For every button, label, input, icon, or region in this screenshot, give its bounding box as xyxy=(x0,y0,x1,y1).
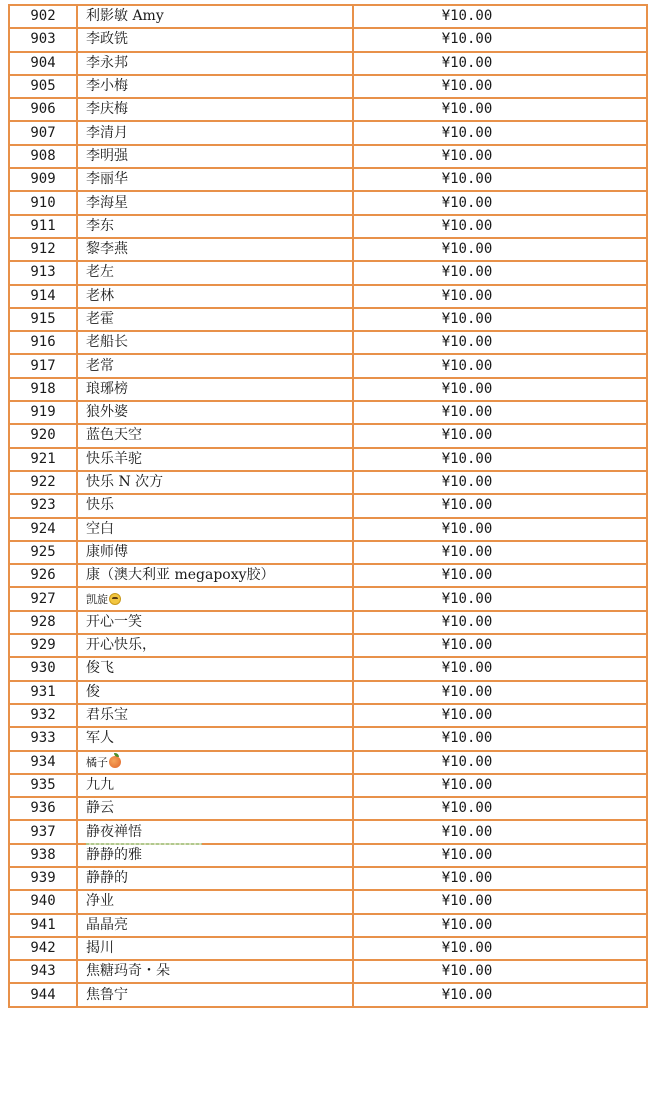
table-row xyxy=(9,261,647,284)
donation-amount: ¥10.00 xyxy=(353,657,647,680)
table-row xyxy=(9,797,647,820)
green-underline-mark xyxy=(86,843,202,845)
table-row xyxy=(9,541,647,564)
donor-name: 揭川 xyxy=(77,937,353,960)
table-row xyxy=(9,28,647,51)
donor-name: 静静的 xyxy=(77,867,353,890)
row-number: 918 xyxy=(9,378,77,401)
smiling-face-icon xyxy=(109,593,121,605)
donation-amount: ¥10.00 xyxy=(353,704,647,727)
row-number: 916 xyxy=(9,331,77,354)
donor-name: 静夜禅悟 xyxy=(77,820,353,843)
donation-amount: ¥10.00 xyxy=(353,518,647,541)
row-number: 939 xyxy=(9,867,77,890)
donor-name: 俊飞 xyxy=(77,657,353,680)
donation-amount: ¥10.00 xyxy=(353,424,647,447)
table-row xyxy=(9,98,647,121)
donor-name: 空白 xyxy=(77,518,353,541)
donation-amount: ¥10.00 xyxy=(353,308,647,331)
table-row xyxy=(9,215,647,238)
donor-name: 九九 xyxy=(77,774,353,797)
row-number: 904 xyxy=(9,52,77,75)
donation-amount: ¥10.00 xyxy=(353,867,647,890)
table-row xyxy=(9,191,647,214)
donor-name: 康（澳大利亚 megapoxy胶） xyxy=(77,564,353,587)
row-number: 922 xyxy=(9,471,77,494)
table-row xyxy=(9,424,647,447)
table-row xyxy=(9,285,647,308)
table-row xyxy=(9,448,647,471)
donor-name: 俊 xyxy=(77,681,353,704)
table-row xyxy=(9,657,647,680)
donor-name: 净业 xyxy=(77,890,353,913)
table-row xyxy=(9,890,647,913)
table-row xyxy=(9,308,647,331)
table-row xyxy=(9,518,647,541)
donor-name: 快乐 N 次方 xyxy=(77,471,353,494)
donor-name: 老林 xyxy=(77,285,353,308)
donation-amount: ¥10.00 xyxy=(353,285,647,308)
row-number: 907 xyxy=(9,121,77,144)
donor-name: 利影敏 Amy xyxy=(77,5,353,28)
row-number: 912 xyxy=(9,238,77,261)
donor-name: 君乐宝 xyxy=(77,704,353,727)
donor-name: 李永邦 xyxy=(77,52,353,75)
row-number: 919 xyxy=(9,401,77,424)
donation-amount: ¥10.00 xyxy=(353,168,647,191)
row-number: 936 xyxy=(9,797,77,820)
row-number: 903 xyxy=(9,28,77,51)
donation-amount: ¥10.00 xyxy=(353,471,647,494)
table-row xyxy=(9,820,647,843)
table-row xyxy=(9,634,647,657)
donor-name: 老左 xyxy=(77,261,353,284)
donation-amount: ¥10.00 xyxy=(353,634,647,657)
donor-name: 蓝色天空 xyxy=(77,424,353,447)
donation-amount: ¥10.00 xyxy=(353,983,647,1006)
donation-amount: ¥10.00 xyxy=(353,98,647,121)
donation-amount: ¥10.00 xyxy=(353,797,647,820)
table-row xyxy=(9,331,647,354)
donation-amount: ¥10.00 xyxy=(353,914,647,937)
donor-name: 李庆梅 xyxy=(77,98,353,121)
donation-amount: ¥10.00 xyxy=(353,587,647,610)
peach-icon xyxy=(109,756,121,768)
donation-amount: ¥10.00 xyxy=(353,331,647,354)
table-row xyxy=(9,401,647,424)
row-number: 940 xyxy=(9,890,77,913)
donor-name: 黎李燕 xyxy=(77,238,353,261)
donation-amount: ¥10.00 xyxy=(353,890,647,913)
donor-name: 开心快乐， xyxy=(77,634,353,657)
row-number: 924 xyxy=(9,518,77,541)
donation-amount: ¥10.00 xyxy=(353,145,647,168)
row-number: 902 xyxy=(9,5,77,28)
donor-name: 老船长 xyxy=(77,331,353,354)
table-row xyxy=(9,238,647,261)
donor-name: 李明强 xyxy=(77,145,353,168)
row-number: 909 xyxy=(9,168,77,191)
donor-name: 焦糖玛奇・朵 xyxy=(77,960,353,983)
row-number: 911 xyxy=(9,215,77,238)
table-row xyxy=(9,587,647,610)
donation-amount: ¥10.00 xyxy=(353,75,647,98)
donor-name: 琅琊榜 xyxy=(77,378,353,401)
table-row xyxy=(9,354,647,377)
table-row xyxy=(9,937,647,960)
donor-name: 老霍 xyxy=(77,308,353,331)
row-number: 937 xyxy=(9,820,77,843)
donation-amount: ¥10.00 xyxy=(353,960,647,983)
row-number: 932 xyxy=(9,704,77,727)
row-number: 920 xyxy=(9,424,77,447)
row-number: 914 xyxy=(9,285,77,308)
table-row xyxy=(9,960,647,983)
donation-amount: ¥10.00 xyxy=(353,448,647,471)
donation-amount: ¥10.00 xyxy=(353,401,647,424)
donation-amount: ¥10.00 xyxy=(353,564,647,587)
donation-amount: ¥10.00 xyxy=(353,215,647,238)
row-number: 928 xyxy=(9,611,77,634)
donor-name-cell xyxy=(77,751,353,774)
donor-name: 狼外婆 xyxy=(77,401,353,424)
row-number: 923 xyxy=(9,494,77,517)
donation-amount: ¥10.00 xyxy=(353,937,647,960)
donation-amount: ¥10.00 xyxy=(353,820,647,843)
table-row xyxy=(9,983,647,1006)
donor-name-cell xyxy=(77,587,353,610)
donor-name: 焦鲁宁 xyxy=(77,983,353,1006)
row-number: 925 xyxy=(9,541,77,564)
donor-name: 李清月 xyxy=(77,121,353,144)
row-number: 913 xyxy=(9,261,77,284)
row-number: 943 xyxy=(9,960,77,983)
donor-name: 老常 xyxy=(77,354,353,377)
row-number: 944 xyxy=(9,983,77,1006)
donation-table xyxy=(8,4,648,1008)
table-row xyxy=(9,75,647,98)
donation-amount: ¥10.00 xyxy=(353,191,647,214)
table-row xyxy=(9,121,647,144)
donation-amount: ¥10.00 xyxy=(353,28,647,51)
row-number: 941 xyxy=(9,914,77,937)
donation-amount: ¥10.00 xyxy=(353,494,647,517)
donation-amount: ¥10.00 xyxy=(353,774,647,797)
row-number: 917 xyxy=(9,354,77,377)
row-number: 938 xyxy=(9,844,77,867)
row-number: 934 xyxy=(9,751,77,774)
donation-amount: ¥10.00 xyxy=(353,378,647,401)
donation-table-body xyxy=(9,5,647,1007)
row-number: 935 xyxy=(9,774,77,797)
donor-name: 军人 xyxy=(77,727,353,750)
row-number: 929 xyxy=(9,634,77,657)
row-number: 921 xyxy=(9,448,77,471)
table-row xyxy=(9,844,647,867)
table-row xyxy=(9,378,647,401)
donation-amount: ¥10.00 xyxy=(353,681,647,704)
row-number: 905 xyxy=(9,75,77,98)
table-row xyxy=(9,751,647,774)
row-number: 915 xyxy=(9,308,77,331)
donor-name: 李丽华 xyxy=(77,168,353,191)
donation-list-sheet xyxy=(8,4,648,1008)
row-number: 926 xyxy=(9,564,77,587)
donation-amount: ¥10.00 xyxy=(353,541,647,564)
donor-name: 橘子 xyxy=(86,755,108,769)
row-number: 930 xyxy=(9,657,77,680)
donor-name: 康师傅 xyxy=(77,541,353,564)
donation-amount: ¥10.00 xyxy=(353,611,647,634)
table-row xyxy=(9,914,647,937)
row-number: 927 xyxy=(9,587,77,610)
table-row xyxy=(9,611,647,634)
table-row xyxy=(9,727,647,750)
table-row xyxy=(9,681,647,704)
table-row xyxy=(9,471,647,494)
table-row xyxy=(9,52,647,75)
donor-name: 晶晶亮 xyxy=(77,914,353,937)
donor-name: 静静的雅 xyxy=(77,844,353,867)
donor-name: 凯旋 xyxy=(86,592,108,606)
table-row xyxy=(9,704,647,727)
donor-name: 李东 xyxy=(77,215,353,238)
table-row xyxy=(9,564,647,587)
donor-name: 开心一笑 xyxy=(77,611,353,634)
row-number: 910 xyxy=(9,191,77,214)
table-row xyxy=(9,145,647,168)
donation-amount: ¥10.00 xyxy=(353,52,647,75)
donor-name: 李政铣 xyxy=(77,28,353,51)
donation-amount: ¥10.00 xyxy=(353,238,647,261)
table-row xyxy=(9,494,647,517)
donor-name: 静云 xyxy=(77,797,353,820)
donation-amount: ¥10.00 xyxy=(353,727,647,750)
donor-name: 快乐 xyxy=(77,494,353,517)
row-number: 906 xyxy=(9,98,77,121)
donor-name: 快乐羊驼 xyxy=(77,448,353,471)
donation-amount: ¥10.00 xyxy=(353,354,647,377)
row-number: 933 xyxy=(9,727,77,750)
donor-name: 李海星 xyxy=(77,191,353,214)
donation-amount: ¥10.00 xyxy=(353,844,647,867)
donation-amount: ¥10.00 xyxy=(353,5,647,28)
donation-amount: ¥10.00 xyxy=(353,751,647,774)
table-row xyxy=(9,168,647,191)
row-number: 942 xyxy=(9,937,77,960)
table-row xyxy=(9,5,647,28)
donation-amount: ¥10.00 xyxy=(353,261,647,284)
row-number: 908 xyxy=(9,145,77,168)
row-number: 931 xyxy=(9,681,77,704)
donation-amount: ¥10.00 xyxy=(353,121,647,144)
table-row xyxy=(9,774,647,797)
donor-name: 李小梅 xyxy=(77,75,353,98)
table-row xyxy=(9,867,647,890)
